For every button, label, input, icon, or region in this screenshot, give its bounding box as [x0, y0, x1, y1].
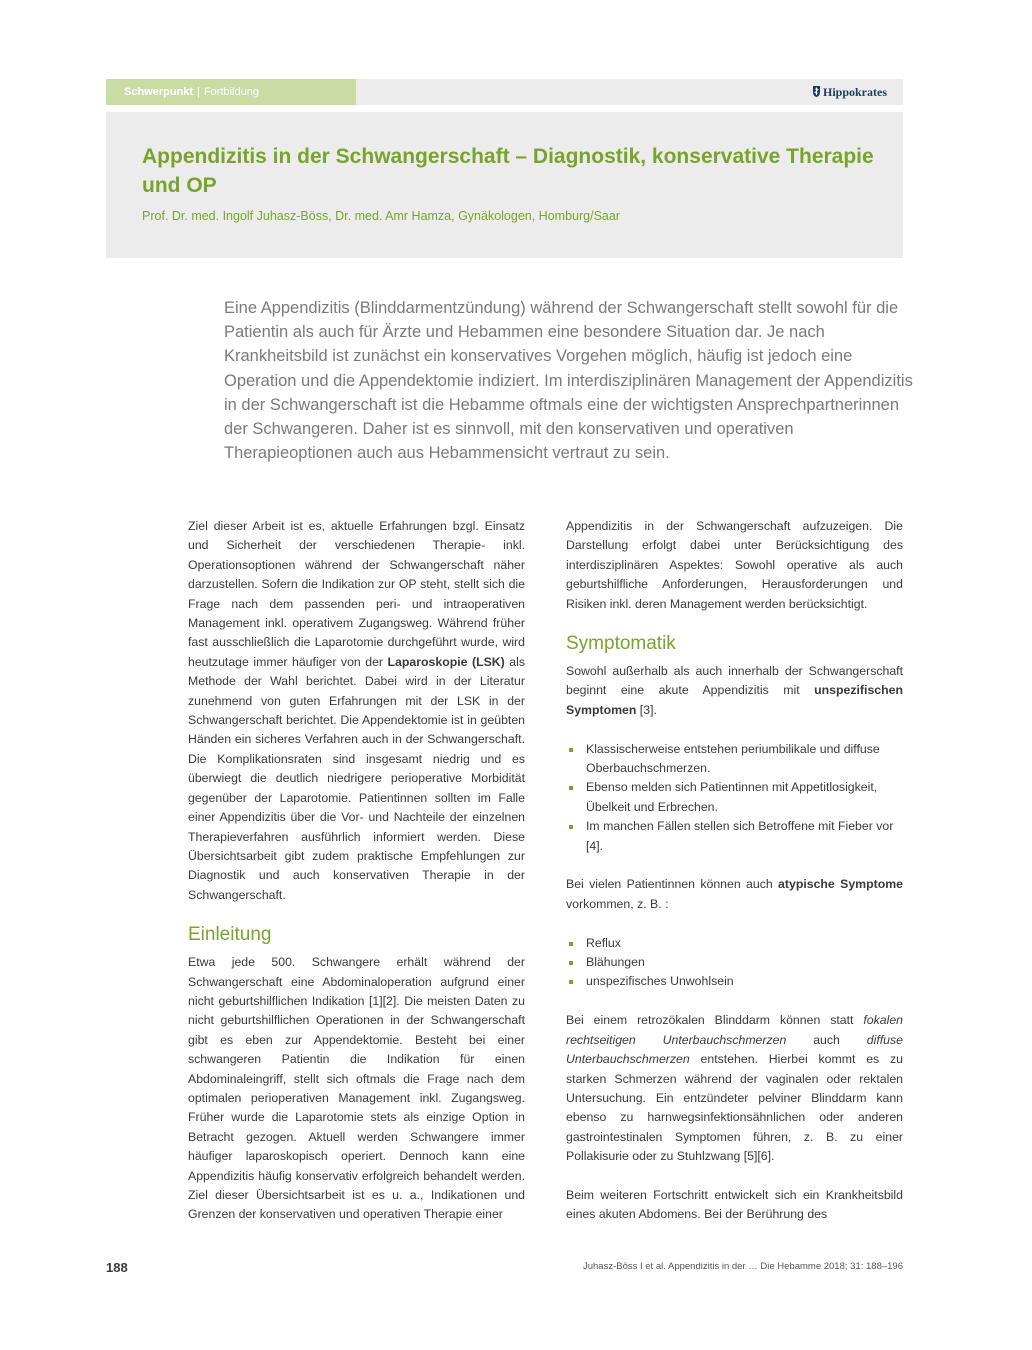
brand-name: Hippokrates: [822, 85, 887, 99]
p2-text-start: Bei vielen Patientinnen können auch: [566, 877, 779, 892]
list-item: Klassischerweise entstehen periumbilikale und diffuse Oberbauchschmerzen.: [566, 740, 903, 779]
symptom-list-atypical: [566, 934, 903, 992]
publisher-brand: [812, 79, 887, 105]
symptomatik-paragraph-2: [566, 875, 903, 914]
p2-bold-term: atypische Symptome: [778, 877, 903, 892]
p3-text-a: Bei einem retrozökalen Blinddarm können statt: [566, 1013, 864, 1028]
list-item: Reflux: [566, 934, 903, 953]
symptomatik-paragraph-4: Beim weiteren Fortschritt entwickelt sich ein Krankheitsbild eines akuten Abdomens. Bei der Berührung des: [566, 1187, 903, 1222]
p1-text-end: [3].: [636, 702, 657, 717]
article-authors: Prof. Dr. med. Ingolf Juhasz-Böss, Dr. med. Amr Hamza, Gynäkologen, Homburg/Saar: [142, 209, 620, 223]
p3-text-c: entstehen. Hierbei kommt es zu starken Schmerzen während der vaginalen oder rektalen Untersuchung. Ein entzündeter pelviner Blinddarm kann ebenso zu harnwegsinfektionsähnlichen oder anderen gastrointestinalen Symptomen führen, z. B. zu einer Pollakisurie oder zu Stuhlzwang [5][6].: [566, 1052, 903, 1164]
section-separator: |: [197, 86, 200, 98]
intro-bold-term: Laparoskopie (LSK): [387, 654, 505, 669]
symptom-list-typical: [566, 740, 903, 856]
footer-citation: Juhasz-Böss I et al. Appendizitis in der … Die Hebamme 2018; 31: 188–196: [582, 1261, 903, 1272]
right-column: [566, 517, 903, 1225]
list-item: Ebenso melden sich Patientinnen mit Appetitlosigkeit, Übelkeit und Erbrechen.: [566, 778, 903, 817]
p2-text-end: vorkommen, z. B. :: [566, 896, 669, 911]
p1-text-start: Sowohl außerhalb als auch innerhalb der Schwangerschaft beginnt eine akute Appendizitis mit: [566, 664, 903, 698]
intro-text-end: als Methode der Wahl berichtet. Dabei wird in der Literatur zunehmend von guten Erfahrungen mit der LSK in der Schwangerschaft berichtet. Die Appendektomie ist in geübten Händen ein sicheres Verfahren auch in der Schwangerschaft. Die Komplikationsraten sind insgesamt niedrig und es überwiegt die deutlich niedrigere perioperative Morbidität gegenüber der Laparotomie. Patientinnen sollten im Falle einer Appendizitis über die Vor- und Nachteile der einzelnen Therapieverfahren ausführlich informiert werden. Diese Übersichtsarbeit gibt zudem praktische Empfehlungen zur Diagnostik und auch konservativen Therapie in der Schwangerschaft.: [188, 654, 525, 902]
hippokrates-logo-icon: [812, 86, 821, 97]
heading-einleitung: Einleitung: [188, 924, 272, 946]
section-label: Schwerpunkt: [124, 86, 194, 98]
p3-italic-2: diffuse Unterbauchschmerzen: [566, 1032, 903, 1067]
section-tag: [106, 79, 356, 105]
article-title: Appendizitis in der Schwangerschaft – Diagnostik, konservative Therapie und OP: [142, 145, 874, 197]
intro-paragraph: [188, 517, 525, 905]
p3-text-b: auch: [786, 1032, 867, 1047]
title-box: [106, 112, 903, 258]
einleitung-paragraph: Etwa jede 500. Schwangere erhält während der Schwangerschaft eine Abdominaloperation aufgrund einer nicht geburtshilflichen Indikation [1][2]. Die meisten Daten zu nicht geburtshilflichen Operationen in der Schwangerschaft gibt es eben zur Appendektomie. Besteht bei einer schwangeren Patientin die Indikation für einen Abdominaleingriff, stellt sich oftmals die Frage nach dem optimalen perioperativen Management inkl. Zugangsweg. Früher wurde die Laparotomie stets als einzige Option in Betracht gezogen. Aktuell werden Schwangere immer häufiger laparoskopisch operiert. Dennoch kann eine Appendizitis häufig konservativ erfolgreich behandelt werden. Ziel dieser Übersichtsarbeit ist es u. a., Indikationen und Grenzen der konservativen und operativen Therapie einer: [188, 955, 525, 1222]
subsection-label: Fortbildung: [203, 86, 259, 98]
list-item: Im manchen Fällen stellen sich Betroffene mit Fieber vor [4].: [566, 817, 903, 856]
list-item: Blähungen: [566, 953, 903, 972]
symptomatik-paragraph-1: [566, 662, 903, 720]
p1-bold-term: unspezifischen Symptomen: [566, 683, 903, 717]
heading-symptomatik: Symptomatik: [566, 633, 676, 655]
article-abstract: Eine Appendizitis (Blinddarmentzündung) während der Schwangerschaft stellt sowohl für die Patientin als auch für Ärzte und Hebammen eine besondere Situation dar. Je nach Krankheitsbild ist zunächst ein konservatives Vorgehen möglich, häufig ist jedoch eine Operation und die Appendektomie indiziert. Im interdisziplinären Management der Appendizitis in der Schwangerschaft ist die Hebamme oftmals eine der wichtigsten Ansprechpartnerinnen der Schwangeren. Daher ist es sinnvoll, mit den konservativen und operativen Therapieoptionen auch aus Hebammensicht vertraut zu sein.: [224, 299, 913, 463]
intro-text-start: Ziel dieser Arbeit ist es, aktuelle Erfahrungen bzgl. Einsatz und Sicherheit der verschiedenen Therapie- inkl. Operationsoptionen während der Schwangerschaft näher darzustellen. Sofern die Indikation zur OP steht, stellt sich die Frage nach dem passenden peri- und intraoperativen Management inkl. operativem Zugangsweg. Während früher fast ausschließlich die Laparotomie durchgeführt wurde, wird heutzutage immer häufiger von der: [188, 519, 525, 669]
p3-italic-1: fokalen rechtseitigen Unterbauchschmerzen: [566, 1013, 903, 1047]
list-item: unspezifisches Unwohlsein: [566, 972, 903, 991]
continuation-paragraph: Appendizitis in der Schwangerschaft aufzuzeigen. Die Darstellung erfolgt dabei unter Berücksichtigung des interdisziplinären Aspektes: Sowohl operative als auch geburtshilfliche Anforderungen, Herausforderungen und Risiken inkl. deren Management werden berücksichtigt.: [566, 519, 903, 611]
symptomatik-paragraph-3: [566, 1011, 903, 1166]
journal-header-bar: [106, 79, 903, 105]
page-number: 188: [106, 1260, 128, 1275]
left-column: [188, 517, 525, 1225]
